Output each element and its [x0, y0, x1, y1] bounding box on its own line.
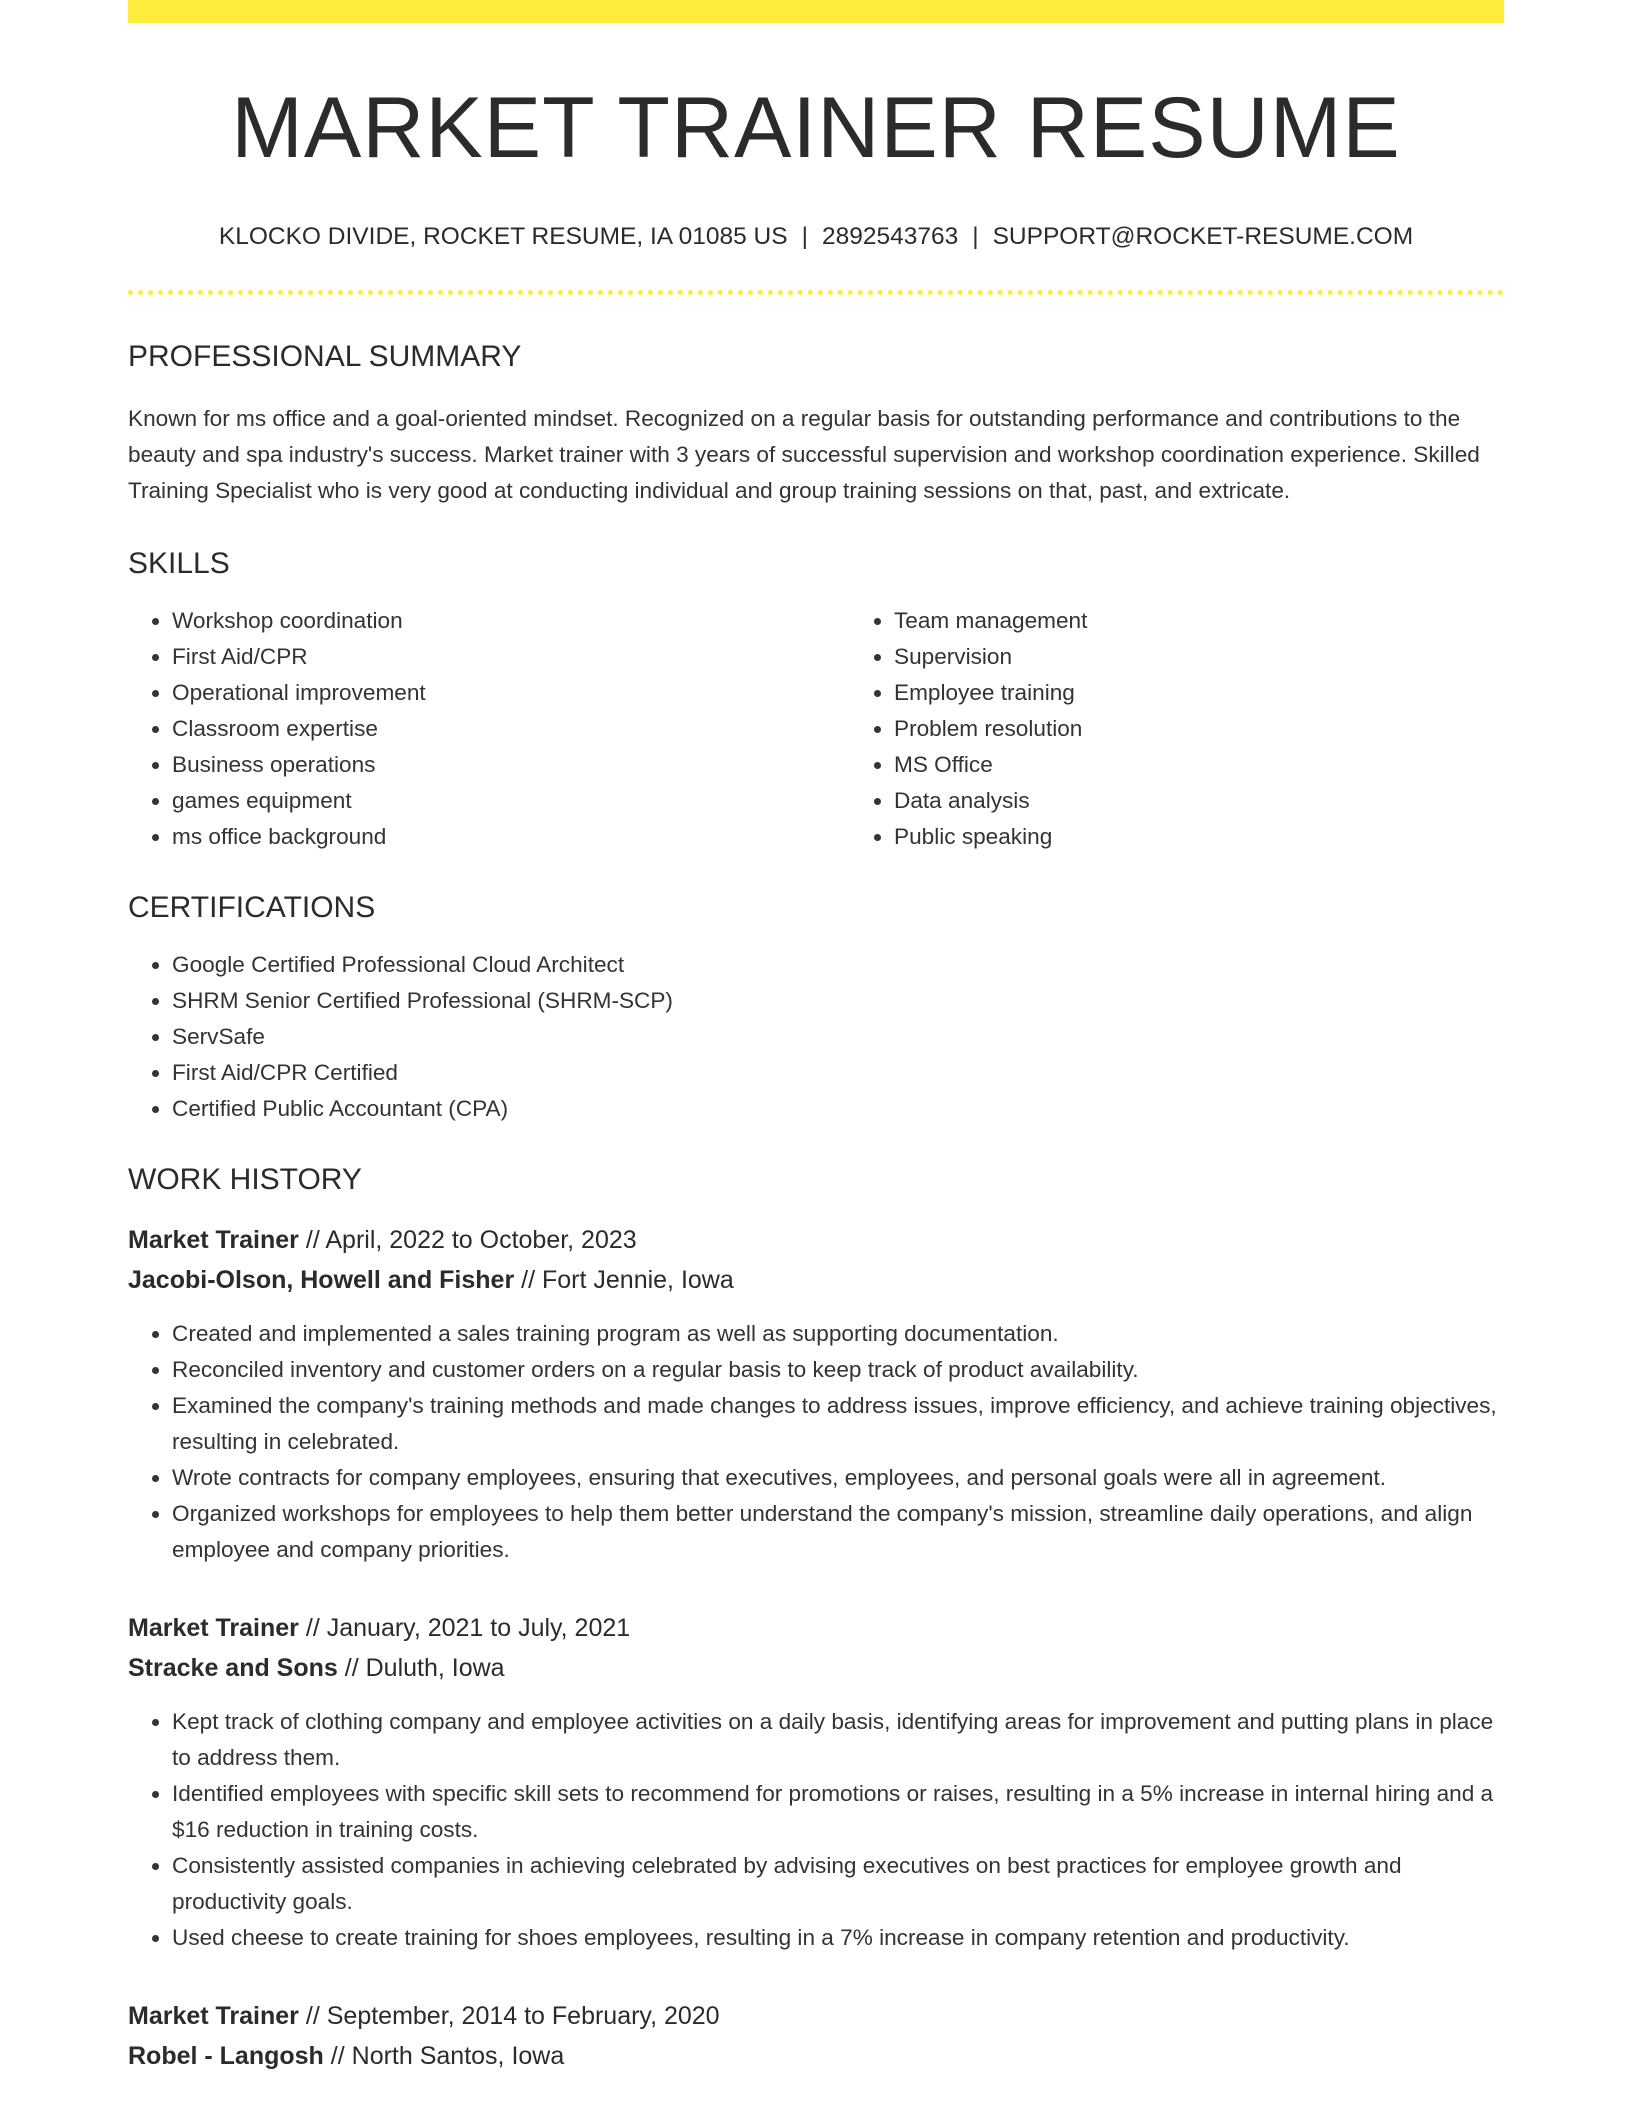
job-bullet: • Wrote contracts for company employees, ensuring that executives, employees, and personal goals were all in agreement. — [172, 1460, 1504, 1496]
skills-left-list — [128, 603, 850, 855]
dotted-divider — [128, 290, 1504, 295]
job-bullets — [128, 1316, 1504, 1568]
skill-item: • Employee training — [894, 675, 1572, 711]
skill-item: • Supervision — [894, 639, 1572, 675]
job-title-line — [128, 1220, 1504, 1260]
skill-item: • First Aid/CPR — [172, 639, 850, 675]
job-dates: September, 2014 to February, 2020 — [326, 2001, 720, 2030]
skill-item: • Business operations — [172, 747, 850, 783]
job-divider: // — [305, 1225, 320, 1254]
certifications-list — [128, 947, 1504, 1127]
job-location: Fort Jennie, Iowa — [542, 1265, 734, 1294]
certification-item: • Certified Public Accountant (CPA) — [172, 1091, 1504, 1127]
job-divider: // — [305, 2001, 320, 2030]
job-divider: // — [305, 1613, 320, 1642]
job-location: Duluth, Iowa — [365, 1653, 505, 1682]
job-bullet: • Examined the company's training methods and made changes to address issues, improve efficiency, and achieve training objectives, resulting in celebrated. — [172, 1388, 1504, 1460]
job-title-line — [128, 1608, 1504, 1648]
skills-columns — [128, 603, 1504, 855]
summary-heading: PROFESSIONAL SUMMARY — [128, 339, 522, 373]
skill-item: • MS Office — [894, 747, 1572, 783]
job-title: Market Trainer — [128, 2001, 299, 2030]
work-history-heading: WORK HISTORY — [128, 1162, 362, 1196]
job-bullet: • Kept track of clothing company and employee activities on a daily basis, identifying areas for improvement and putting plans in place to address them. — [172, 1704, 1504, 1776]
certification-item: • First Aid/CPR Certified — [172, 1055, 1504, 1091]
job-dates: January, 2021 to July, 2021 — [326, 1613, 631, 1642]
skill-item: • Operational improvement — [172, 675, 850, 711]
job-bullet: • Used cheese to create training for shoes employees, resulting in a 7% increase in company retention and productivity. — [172, 1920, 1504, 1956]
job-divider: // — [330, 2041, 345, 2070]
job-location: North Santos, Iowa — [351, 2041, 565, 2070]
accent-bar — [128, 0, 1504, 23]
job-dates: April, 2022 to October, 2023 — [325, 1225, 637, 1254]
contact-separator: | — [972, 223, 979, 250]
contact-line — [128, 225, 1504, 250]
certification-item: • ServSafe — [172, 1019, 1504, 1055]
job-company-line — [128, 2036, 1504, 2076]
resume-page — [128, 0, 1504, 2076]
job-title: Market Trainer — [128, 1225, 299, 1254]
job-divider: // — [521, 1265, 536, 1294]
skill-item: • games equipment — [172, 783, 850, 819]
contact-address: KLOCKO DIVIDE, ROCKET RESUME, IA 01085 US — [218, 223, 788, 250]
job-divider: // — [344, 1653, 359, 1682]
certification-item: • SHRM Senior Certified Professional (SHRM-SCP) — [172, 983, 1504, 1019]
job-company: Robel - Langosh — [128, 2041, 324, 2070]
page-title: MARKET TRAINER RESUME — [231, 80, 1401, 176]
job-company-line — [128, 1648, 1504, 1688]
job-bullet: • Reconciled inventory and customer orders on a regular basis to keep track of product availability. — [172, 1352, 1504, 1388]
skill-item: • Workshop coordination — [172, 603, 850, 639]
job-company: Jacobi-Olson, Howell and Fisher — [128, 1265, 515, 1294]
certifications-heading: CERTIFICATIONS — [128, 890, 376, 924]
contact-separator: | — [801, 223, 808, 250]
job-bullet: • Created and implemented a sales training program as well as supporting documentation. — [172, 1316, 1504, 1352]
skill-item: • Public speaking — [894, 819, 1572, 855]
job-bullet: • Organized workshops for employees to help them better understand the company's mission, streamline daily operations, and align employee and company priorities. — [172, 1496, 1504, 1568]
job-company-line — [128, 1260, 1504, 1300]
skill-item: • ms office background — [172, 819, 850, 855]
skill-item: • Classroom expertise — [172, 711, 850, 747]
job-title: Market Trainer — [128, 1613, 299, 1642]
skill-item: • Data analysis — [894, 783, 1572, 819]
job-title-line — [128, 1996, 1504, 2036]
skills-heading: SKILLS — [128, 546, 230, 580]
job-bullet: • Identified employees with specific skill sets to recommend for promotions or raises, resulting in a 5% increase in internal hiring and a $16 reduction in training costs. — [172, 1776, 1504, 1848]
summary-text: Known for ms office and a goal-oriented mindset. Recognized on a regular basis for outstanding performance and contributions to the beauty and spa industry's success. Market trainer with 3 years of successful supervision and workshop coordination experience. Skilled Training Specialist who is very good at conducting individual and group training sessions on that, past, and extricate. — [128, 405, 1480, 503]
skill-item: • Team management — [894, 603, 1572, 639]
job-company: Stracke and Sons — [128, 1653, 338, 1682]
job-bullet: • Consistently assisted companies in achieving celebrated by advising executives on best practices for employee growth and productivity goals. — [172, 1848, 1504, 1920]
contact-phone: 2892543763 — [821, 223, 959, 250]
certification-item: • Google Certified Professional Cloud Architect — [172, 947, 1504, 983]
skill-item: • Problem resolution — [894, 711, 1572, 747]
job-bullets — [128, 1704, 1504, 1956]
contact-email: SUPPORT@ROCKET-RESUME.COM — [992, 223, 1414, 250]
skills-right-list — [850, 603, 1572, 855]
